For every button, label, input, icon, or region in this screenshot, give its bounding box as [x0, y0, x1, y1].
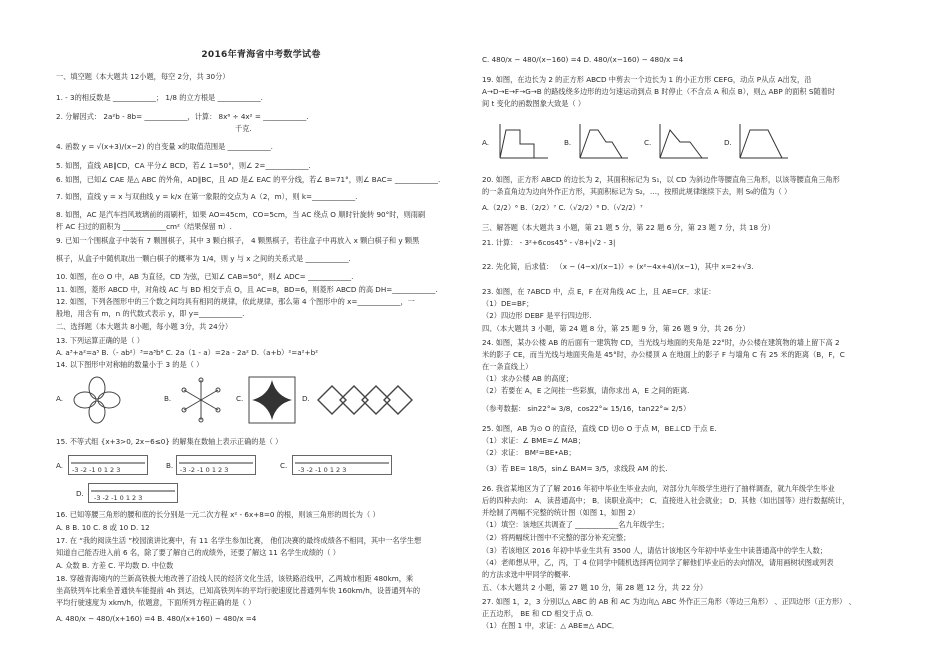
right-text-line: A.（2/2）⁶ B.（2/2）⁷ C.（√2/2）⁶ D.（√2/2）⁷ — [482, 203, 643, 212]
right-text-line: （1）求证：∠ BME=∠ MAB； — [482, 436, 585, 445]
left-text-line: 平均行驶速度为 xkm/h，依题意，下面所列方程正确的是（ ） — [56, 598, 256, 607]
right-text-line: 26. 我省某地区为了了解 2016 年初中毕业生毕业去向，对部分九年级学生进行了抽样调查，就九年级学生毕业 — [482, 484, 835, 493]
q15-numline-c — [292, 455, 392, 475]
right-text-line: 19. 如图，在边长为 2 的正方形 ABCD 中剪去一个边长为 1 的小正方形 CEFG，动点 P从点 A出发，沿 — [482, 75, 812, 84]
right-text-line: 五、（本大题共 2 小题，第 27 题 10 分，第 28 题 12 分，共 22 分） — [482, 583, 708, 592]
q14-figure-b — [176, 376, 226, 424]
left-text-line: 7. 如图，直线 y = x 与双曲线 y = k/x 在第一象限的交点为 A（2，m），则 k=____________. — [56, 192, 358, 201]
left-text-line: 18. 穿越青海境内的兰新高铁极大地改善了沿线人民的经济文化生活，该铁路沿线甲，乙两城市相距 480km，乘 — [56, 574, 414, 583]
left-text-line: 11. 如图，菱形 ABCD 中，对角线 AC 与 BD 相交于点 O，且 AC=8，BD=6，则菱形 ABCD 的高 DH=____________. — [56, 285, 438, 294]
q19-graph-d — [736, 122, 790, 162]
left-text-line: 13. 下列运算正确的是（ ） — [56, 336, 144, 345]
left-text-line: 棋子，从盒子中随机取出一颗白棋子的概率为 1/4，则 y 与 x 之间的关系式是 ____________. — [56, 254, 351, 263]
left-text-line: 16. 已知等腰三角形的腰和底的长分别是一元二次方程 x² - 6x+8=0 的根，则该三角形的周长为（ ） — [56, 510, 380, 519]
q14-option-d: D. — [302, 394, 310, 403]
svg-text:-3 -2 -1 0 1 2 3: -3 -2 -1 0 1 2 3 — [298, 466, 347, 474]
right-text-line: 的方法求选中甲同学的概率. — [482, 570, 571, 579]
right-text-line: （4）老师想从甲，乙，丙，丁 4 位同学中随机选择两位同学了解他们毕业后的去向情况，请用画树状图或列表 — [482, 558, 834, 567]
q15-option-a: A. — [56, 461, 64, 470]
right-text-line: （参考数据： sin22°≈ 3/8，cos22°≈ 15/16，tan22°≈ 2/5） — [482, 404, 691, 413]
svg-text:-3 -2 -1 0 1 2 3: -3 -2 -1 0 1 2 3 — [72, 466, 121, 474]
left-text-line: A. 8 B. 10 C. 8 或 10 D. 12 — [56, 523, 150, 532]
left-text-line: 知道自己能否进入前 6 名，除了要了解自己的成绩外，还要了解这 11 名学生成绩的（ ） — [56, 548, 340, 557]
q15-numline-b — [176, 455, 256, 475]
right-text-line: 27. 如图 1，2，3 分别以△ ABC 的 AB 和 AC 为边向△ ABC 外作正三角形（等边三角形） 、正四边形（正方形） 、 — [482, 597, 856, 606]
q15-numline-d — [88, 483, 178, 503]
left-text-line: 坐高铁列车比乘坐普通快车能提前 4h 到达，已知高铁列车的平均行驶速度比普通列车快 160km/h，设普通列车的 — [56, 586, 421, 595]
right-text-line: 21. 计算： - 3²+6cos45° - √8+|√2 - 3| — [482, 238, 616, 247]
q19-graph-c — [656, 122, 710, 162]
left-text-line: 杆 AC 扫过的面积为 ____________cm²（结果保留 π）. — [56, 222, 232, 231]
q14-figure-c — [248, 376, 296, 424]
left-text-line: 9. 已知一个围棋盒子中装有 7 颗围棋子，其中 3 颗白棋子， 4 颗黑棋子，若往盒子中再放入 x 颗白棋子和 y 颗黑 — [56, 236, 420, 245]
q19-option-b: B. — [564, 138, 572, 147]
left-text-line: A. 480/x − 480/(x+160) =4 B. 480/(x+160) − 480/x =4 — [56, 614, 257, 623]
q19-graph-a — [496, 122, 550, 162]
left-text-line: 一、填空题（本大题共 12小题，每空 2分，共 30分） — [56, 72, 230, 81]
left-text-line: 14. 以下图形中对称轴的数量小于 3 的是（ ） — [56, 360, 204, 369]
right-text-line: （2）将两幅统计图中不完整的部分补充完整； — [482, 533, 631, 542]
right-text-line: 24. 如图，某办公楼 AB 的后面有一建筑物 CD，当光线与地面的夹角是 22°时，办公楼在建筑物的墙上留下高 2 — [482, 338, 840, 347]
right-text-line: （3）若 BE= 18/5，sin∠ BAM= 3/5，求线段 AM 的长. — [482, 464, 668, 473]
left-text-line: 4. 函数 y = √(x+3)/(x−2) 的自变量 x的取值范围是 ____________. — [56, 142, 273, 151]
left-text-line: 千克. — [235, 124, 252, 133]
right-text-line: （2）若要在 A，E 之间挂一些彩旗，请你求出 A，E 之间的距离. — [482, 386, 690, 395]
right-text-line: （3）若该地区 2016 年初中毕业生共有 3500 人，请估计该地区今年初中毕业生中读普通高中的学生人数； — [482, 546, 827, 555]
right-text-line: 23. 如图，在 ?ABCD 中，点 E，F 在对角线 AC 上，且 AE=CF．求证： — [482, 287, 716, 296]
right-text-line: 间 t 变化的函数图象大致是（ ） — [482, 99, 586, 108]
left-text-line: 12. 如图，下列各图形中的三个数之间均具有相同的规律，依此规律，那么第 4 个图形中的 x=____________，一 — [56, 297, 415, 306]
right-text-line: 四、（本大题共 3 小题，第 24 题 8 分，第 25 题 9 分，第 26 题 9 分，共 26 分） — [482, 324, 750, 333]
left-text-line: 1. - 3的相反数是 ____________； 1/8 的立方根是 ____________. — [56, 93, 263, 102]
left-text-line: 8. 如图，AC 是汽车挡风玻璃前的雨刷杆，如果 AO=45cm，CO=5cm，当 AC 绕点 O 顺时针旋转 90°时，则雨刷 — [56, 210, 426, 219]
q14-figure-d — [314, 382, 414, 418]
q19-option-d: D. — [724, 138, 732, 147]
right-text-line: （1）DE=BF； — [482, 299, 534, 308]
q19-graph-b — [576, 122, 630, 162]
q15-numline-a — [68, 455, 148, 475]
right-text-line: C. 480/x − 480/(x−160) =4 D. 480/(x−160) − 480/x =4 — [482, 55, 684, 64]
q14-option-c: C. — [236, 394, 244, 403]
left-text-line: 2. 分解因式： 2a²b - 8b= ____________，计算： 8x⁶ ÷ 4x² = ____________. — [56, 112, 309, 121]
right-text-line: 20. 如图，正方形 ABCD 的边长为 2，其面积标记为 S₁，以 CD 为斜边作等腰直角三角形，以该等腰直角三角形 — [482, 175, 840, 184]
q19-figures — [482, 122, 892, 166]
left-text-line: 10. 如图，在⊙ O 中，AB 为直径，CD 为弦，已知∠ CAB=50°，则∠ ADC= ____________. — [56, 272, 354, 281]
right-text-line: （2）四边形 DEBF 是平行四边形. — [482, 311, 592, 320]
right-text-line: （1）在图 1 中，求证：△ ABE≌△ ADC． — [482, 621, 620, 630]
right-text-line: 并绘制了两幅不完整的统计图（如图 1，如图 2） — [482, 508, 640, 517]
left-text-line: 二、选择题（本大题共 8小题，每小题 3分，共 24分） — [56, 322, 233, 331]
left-text-line: A. a³+a²=a⁵ B.（- ab²）³=a³b⁶ C. 2a（1 - a）=2a - 2a² D.（a+b）²=a²+b² — [56, 348, 319, 357]
left-text-line: 般地，用含有 m，n 的代数式表示 y，即 y=____________. — [56, 309, 245, 318]
right-text-line: （2）求证： BM²=BE•AB； — [482, 448, 576, 457]
right-text-line: A→D→E→F→G→B 的路线绕多边形的边匀速运动到点 B 时停止（不含点 A 和点 B），则△ ABP 的面积 S随着时 — [482, 87, 835, 96]
q19-option-c: C. — [644, 138, 652, 147]
q15-option-b: B. — [166, 461, 174, 470]
q19-option-a: A. — [482, 138, 490, 147]
left-text-line: 6. 如图，已知∠ CAE 是△ ABC 的外角，AD∥BC，且 AD 是∠ EAC 的平分线，若∠ B=71°，则∠ BAC= ____________. — [56, 175, 441, 184]
right-text-line: 的一条直角边为边向外作正方形，其面积标记为 S₂，…，按照此规律继续下去，则 S₉的值为（ ） — [482, 187, 792, 196]
q14-figure-a — [68, 376, 126, 424]
right-text-line: （1）求办公楼 AB 的高度； — [482, 374, 573, 383]
q14-figures — [56, 376, 466, 426]
q15-figures — [56, 455, 466, 505]
right-text-line: 正五边形， BE 和 CD 相交于点 O. — [482, 609, 593, 618]
q14-option-b: B. — [164, 394, 172, 403]
left-text-line: 17. 在 “我的阅读生活 ”校园演讲比赛中，有 11 名学生参加比赛， 他们决赛的最终成绩各不相同，其中一名学生想 — [56, 536, 422, 545]
svg-text:-3 -2 -1 0 1 2 3: -3 -2 -1 0 1 2 3 — [180, 466, 229, 474]
q15-option-c: C. — [280, 461, 288, 470]
document-title: 2016年青海省中考数学试卷 — [201, 50, 321, 60]
right-text-line: 22. 先化简，后求值： （x − (4−x)/(x−1)）÷ (x²−4x+4)/(x−1)，其中 x=2+√3. — [482, 262, 754, 271]
left-text-line: 5. 如图，直线 AB∥CD，CA 平分∠ BCD，若∠ 1=50°，则∠ 2=____________. — [56, 161, 311, 170]
right-text-line: 后的四种去向： A．读普通高中； B．读职业高中； C．直接进入社会就业； D．其他（如出国等）进行数据统计， — [482, 496, 850, 505]
q14-option-a: A. — [56, 394, 64, 403]
right-text-line: 25. 如图，AB 为⊙ O 的直径，直线 CD 切⊙ O 于点 M，BE⊥CD 于点 E. — [482, 424, 717, 433]
q15-option-d: D. — [76, 489, 84, 498]
left-text-line: A. 众数 B. 方差 C. 平均数 D. 中位数 — [56, 561, 174, 570]
right-text-line: 三、解答题（本大题共 3 小题，第 21 题 5 分，第 22 题 6 分，第 23 题 7 分，共 18 分） — [482, 223, 775, 232]
right-text-line: 在一条直线上） — [482, 362, 533, 371]
svg-text:-3 -2 -1 0 1 2 3: -3 -2 -1 0 1 2 3 — [94, 494, 143, 502]
left-text-line: 15. 不等式组 {x+3>0, 2x−6≤0} 的解集在数轴上表示正确的是（ ） — [56, 437, 283, 446]
right-text-line: 米的影子 CE，而当光线与地面夹角是 45°时，办公楼顶 A 在地面上的影子 F 与墙角 C 有 25 米的距离（B，F，C — [482, 350, 845, 359]
right-text-line: （1）填空：该地区共调查了 ____________名九年级学生； — [482, 520, 669, 529]
